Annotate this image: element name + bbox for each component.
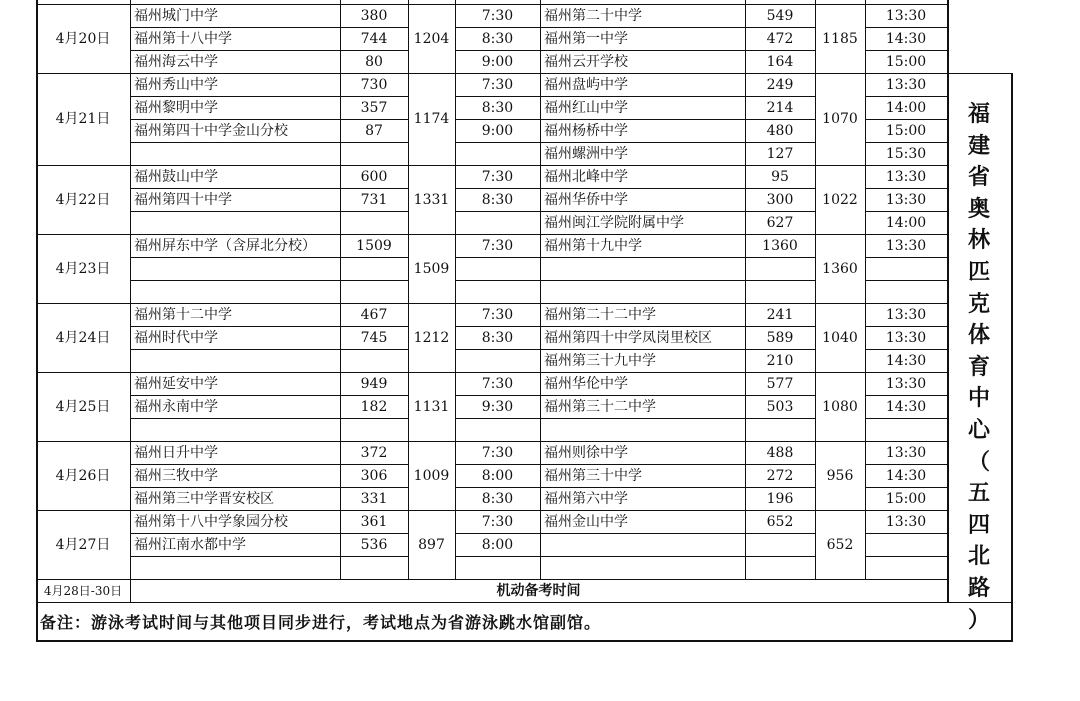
time-cell bbox=[455, 257, 540, 280]
time-cell: 8:00 bbox=[481, 467, 514, 484]
morning-total-cell: 897 bbox=[418, 536, 445, 553]
count-cell: 731 bbox=[360, 191, 388, 208]
count-cell bbox=[340, 142, 408, 165]
count-cell: 300 bbox=[766, 191, 794, 208]
date-cell: 4月25日 bbox=[55, 398, 111, 415]
morning-total-cell: 1331 bbox=[413, 191, 450, 208]
venue-char: （ bbox=[967, 448, 990, 475]
school-name-cell: 福州第三十二中学 bbox=[544, 398, 656, 415]
time-cell: 14:30 bbox=[885, 352, 927, 369]
time-cell bbox=[865, 418, 947, 441]
school-name-cell: 福州第二十二中学 bbox=[544, 306, 656, 323]
time-cell: 7:30 bbox=[481, 7, 514, 24]
time-cell: 8:30 bbox=[481, 30, 514, 47]
school-name-cell: 福州螺洲中学 bbox=[544, 145, 628, 162]
venue-char: 福 bbox=[967, 101, 990, 127]
school-name-cell: 福州海云中学 bbox=[134, 53, 218, 70]
school-name-cell: 福州黎明中学 bbox=[134, 99, 218, 116]
count-cell: 214 bbox=[766, 99, 794, 116]
venue-char: 四 bbox=[967, 511, 990, 538]
school-name-cell bbox=[540, 280, 745, 303]
count-cell bbox=[745, 556, 815, 579]
venue-char: 体 bbox=[967, 322, 990, 349]
venue-char: 克 bbox=[967, 290, 990, 317]
reserve-date-cell: 4月28日-30日 bbox=[43, 583, 123, 598]
school-name-cell: 福州第六中学 bbox=[544, 490, 628, 507]
count-cell: 480 bbox=[766, 122, 794, 139]
time-cell: 8:30 bbox=[481, 490, 514, 507]
time-cell: 15:00 bbox=[885, 53, 927, 70]
school-name-cell: 福州第三十中学 bbox=[544, 467, 642, 484]
count-cell: 241 bbox=[766, 306, 794, 323]
count-cell: 210 bbox=[766, 352, 794, 369]
count-cell: 467 bbox=[360, 306, 388, 323]
school-name-cell: 福州江南水都中学 bbox=[134, 536, 246, 553]
school-name-cell bbox=[130, 257, 340, 280]
time-cell bbox=[455, 418, 540, 441]
time-cell: 7:30 bbox=[481, 306, 514, 323]
school-name-cell: 福州屏东中学（含屏北分校） bbox=[134, 237, 316, 254]
school-name-cell: 福州第十八中学象园分校 bbox=[134, 513, 288, 530]
time-cell: 15:00 bbox=[885, 490, 927, 507]
count-cell: 249 bbox=[766, 76, 794, 93]
venue-char: 建 bbox=[967, 132, 990, 159]
afternoon-total-cell: 652 bbox=[826, 536, 854, 553]
time-cell bbox=[455, 280, 540, 303]
date-cell: 4月22日 bbox=[55, 191, 111, 208]
count-cell bbox=[745, 533, 815, 556]
school-name-cell: 福州闽江学院附属中学 bbox=[544, 214, 684, 231]
school-name-cell: 福州第三中学晋安校区 bbox=[134, 490, 274, 507]
venue-char: ） bbox=[967, 606, 990, 633]
venue-column bbox=[947, 73, 1011, 633]
time-cell: 15:30 bbox=[885, 145, 927, 162]
count-cell: 589 bbox=[766, 329, 794, 346]
time-cell: 13:30 bbox=[885, 513, 927, 530]
afternoon-total-cell: 1185 bbox=[822, 30, 858, 47]
venue-char: 林 bbox=[967, 227, 990, 254]
afternoon-total-cell: 1022 bbox=[822, 191, 858, 208]
time-cell: 7:30 bbox=[481, 513, 514, 530]
count-cell: 488 bbox=[766, 444, 794, 461]
time-cell: 9:30 bbox=[481, 398, 514, 415]
school-name-cell: 福州华侨中学 bbox=[544, 191, 628, 208]
count-cell: 1360 bbox=[762, 237, 798, 254]
school-name-cell bbox=[540, 533, 745, 556]
count-cell: 87 bbox=[365, 122, 383, 139]
time-cell: 7:30 bbox=[481, 76, 514, 93]
count-cell: 331 bbox=[360, 490, 388, 507]
school-name-cell bbox=[130, 280, 340, 303]
count-cell: 196 bbox=[766, 490, 794, 507]
school-name-cell bbox=[540, 556, 745, 579]
afternoon-total-cell: 1080 bbox=[822, 398, 858, 415]
time-cell: 15:00 bbox=[885, 122, 927, 139]
venue-char: 匹 bbox=[967, 258, 990, 285]
afternoon-total-cell: 1360 bbox=[822, 260, 858, 277]
date-cell: 4月21日 bbox=[55, 111, 111, 127]
count-cell: 652 bbox=[766, 513, 794, 530]
school-name-cell bbox=[130, 556, 340, 579]
count-cell: 744 bbox=[360, 30, 388, 47]
school-name-cell: 福州北峰中学 bbox=[544, 168, 628, 185]
time-cell: 9:00 bbox=[481, 53, 514, 70]
remarks-note: 备注：游泳考试时间与其他项目同步进行，考试地点为省游泳跳水馆副馆。 bbox=[40, 612, 602, 632]
column-line bbox=[865, 0, 866, 579]
count-cell: 95 bbox=[771, 168, 789, 185]
count-cell bbox=[745, 280, 815, 303]
count-cell: 949 bbox=[360, 375, 388, 392]
venue-char: 路 bbox=[967, 574, 990, 601]
count-cell: 80 bbox=[365, 53, 383, 70]
count-cell: 577 bbox=[766, 375, 794, 392]
time-cell: 13:30 bbox=[885, 191, 927, 208]
count-cell: 127 bbox=[766, 145, 794, 162]
school-name-cell: 福州鼓山中学 bbox=[134, 168, 218, 185]
column-line bbox=[408, 0, 409, 579]
count-cell: 361 bbox=[360, 513, 388, 530]
time-cell bbox=[865, 257, 947, 280]
count-cell: 627 bbox=[766, 214, 794, 231]
school-name-cell bbox=[540, 418, 745, 441]
venue-char: 北 bbox=[967, 543, 990, 570]
count-cell bbox=[340, 211, 408, 234]
school-name-cell bbox=[540, 257, 745, 280]
count-cell: 164 bbox=[766, 53, 794, 70]
count-cell: 730 bbox=[360, 76, 388, 93]
count-cell bbox=[340, 349, 408, 372]
column-line bbox=[130, 0, 131, 602]
school-name-cell bbox=[130, 349, 340, 372]
time-cell: 14:00 bbox=[885, 214, 927, 231]
time-cell: 9:00 bbox=[481, 122, 514, 139]
count-cell: 380 bbox=[360, 7, 388, 24]
venue-char: 五 bbox=[967, 480, 990, 507]
time-cell: 13:30 bbox=[885, 306, 927, 323]
count-cell: 536 bbox=[360, 536, 388, 553]
time-cell bbox=[455, 142, 540, 165]
morning-total-cell: 1131 bbox=[413, 398, 450, 415]
column-line bbox=[540, 0, 541, 579]
time-cell: 8:00 bbox=[481, 536, 514, 553]
time-cell bbox=[455, 211, 540, 234]
column-line bbox=[1011, 73, 1013, 641]
school-name-cell: 福州第二十中学 bbox=[544, 7, 642, 24]
school-name-cell: 福州三牧中学 bbox=[134, 467, 218, 484]
time-cell: 13:30 bbox=[885, 237, 927, 254]
count-cell bbox=[745, 418, 815, 441]
time-cell: 13:30 bbox=[885, 168, 927, 185]
count-cell: 503 bbox=[766, 398, 794, 415]
column-line bbox=[340, 0, 341, 579]
count-cell: 472 bbox=[766, 30, 794, 47]
school-name-cell: 福州第四十中学 bbox=[134, 191, 232, 208]
venue-char: 心 bbox=[967, 416, 990, 443]
morning-total-cell: 1204 bbox=[413, 30, 450, 47]
time-cell: 13:30 bbox=[885, 444, 927, 461]
school-name-cell bbox=[130, 418, 340, 441]
school-name-cell: 福州杨桥中学 bbox=[544, 122, 628, 139]
time-cell: 8:30 bbox=[481, 99, 514, 116]
count-cell: 549 bbox=[766, 7, 794, 24]
count-cell bbox=[745, 257, 815, 280]
school-name-cell: 福州日升中学 bbox=[134, 444, 218, 461]
afternoon-total-cell: 1040 bbox=[822, 329, 858, 346]
time-cell: 7:30 bbox=[481, 237, 514, 254]
time-cell bbox=[865, 556, 947, 579]
morning-total-cell: 1009 bbox=[413, 467, 450, 484]
count-cell: 372 bbox=[360, 444, 388, 461]
venue-char: 奥 bbox=[967, 195, 990, 222]
column-line bbox=[455, 0, 456, 579]
time-cell: 14:30 bbox=[885, 398, 927, 415]
column-line bbox=[745, 0, 746, 579]
school-name-cell: 福州第三十九中学 bbox=[544, 352, 656, 369]
school-name-cell: 福州第四十中学金山分校 bbox=[134, 122, 288, 139]
school-name-cell: 福州则徐中学 bbox=[544, 444, 628, 461]
school-name-cell: 福州永南中学 bbox=[134, 398, 218, 415]
date-cell: 4月23日 bbox=[55, 260, 111, 277]
reserve-label-cell: 机动备考时间 bbox=[496, 582, 581, 599]
column-line bbox=[36, 0, 38, 641]
afternoon-total-cell: 1070 bbox=[822, 111, 858, 127]
school-name-cell: 福州金山中学 bbox=[544, 513, 628, 530]
morning-total-cell: 1174 bbox=[413, 111, 450, 127]
morning-total-cell: 1212 bbox=[413, 329, 450, 346]
school-name-cell: 福州延安中学 bbox=[134, 375, 218, 392]
time-cell: 13:30 bbox=[885, 375, 927, 392]
date-cell: 4月20日 bbox=[55, 30, 111, 47]
school-name-cell: 福州秀山中学 bbox=[134, 76, 218, 93]
school-name-cell bbox=[130, 211, 340, 234]
school-name-cell: 福州盘屿中学 bbox=[544, 76, 628, 93]
school-name-cell: 福州第十八中学 bbox=[134, 30, 232, 47]
time-cell bbox=[865, 533, 947, 556]
date-cell: 4月27日 bbox=[55, 536, 111, 553]
venue-char: 育 bbox=[967, 353, 990, 380]
time-cell: 7:30 bbox=[481, 168, 514, 185]
count-cell: 745 bbox=[360, 329, 388, 346]
venue-char: 省 bbox=[967, 164, 990, 191]
count-cell bbox=[340, 257, 408, 280]
school-name-cell: 福州第一中学 bbox=[544, 30, 628, 47]
school-name-cell: 福州华伦中学 bbox=[544, 375, 628, 392]
time-cell bbox=[865, 280, 947, 303]
venue-text bbox=[964, 99, 994, 633]
time-cell: 14:30 bbox=[885, 467, 927, 484]
time-cell: 7:30 bbox=[481, 375, 514, 392]
time-cell bbox=[455, 349, 540, 372]
time-cell: 13:30 bbox=[885, 7, 927, 24]
count-cell bbox=[340, 556, 408, 579]
count-cell: 1509 bbox=[356, 237, 392, 254]
note-bottom-border bbox=[36, 640, 1013, 642]
count-cell: 600 bbox=[360, 168, 388, 185]
count-cell bbox=[340, 418, 408, 441]
school-name-cell: 福州云开学校 bbox=[544, 53, 628, 70]
school-name-cell: 福州红山中学 bbox=[544, 99, 628, 116]
afternoon-total-cell: 956 bbox=[826, 467, 854, 484]
count-cell: 306 bbox=[360, 467, 388, 484]
school-name-cell bbox=[130, 142, 340, 165]
school-name-cell: 福州第十二中学 bbox=[134, 306, 232, 323]
time-cell: 8:30 bbox=[481, 191, 514, 208]
time-cell bbox=[455, 556, 540, 579]
count-cell: 272 bbox=[766, 467, 794, 484]
time-cell: 7:30 bbox=[481, 444, 514, 461]
time-cell: 13:30 bbox=[885, 329, 927, 346]
school-name-cell: 福州第十九中学 bbox=[544, 237, 642, 254]
school-name-cell: 福州城门中学 bbox=[134, 7, 218, 24]
morning-total-cell: 1509 bbox=[413, 260, 450, 277]
count-cell bbox=[340, 280, 408, 303]
time-cell: 14:00 bbox=[885, 99, 927, 116]
date-cell: 4月26日 bbox=[55, 467, 111, 484]
time-cell: 8:30 bbox=[481, 329, 514, 346]
time-cell: 14:30 bbox=[885, 30, 927, 47]
venue-char: 中 bbox=[967, 385, 990, 412]
time-cell: 13:30 bbox=[885, 76, 927, 93]
column-line bbox=[815, 0, 816, 579]
school-name-cell: 福州时代中学 bbox=[134, 329, 218, 346]
count-cell: 182 bbox=[360, 398, 388, 415]
count-cell: 357 bbox=[360, 99, 388, 116]
date-cell: 4月24日 bbox=[55, 329, 111, 346]
school-name-cell: 福州第四十中学凤岗里校区 bbox=[544, 329, 712, 346]
